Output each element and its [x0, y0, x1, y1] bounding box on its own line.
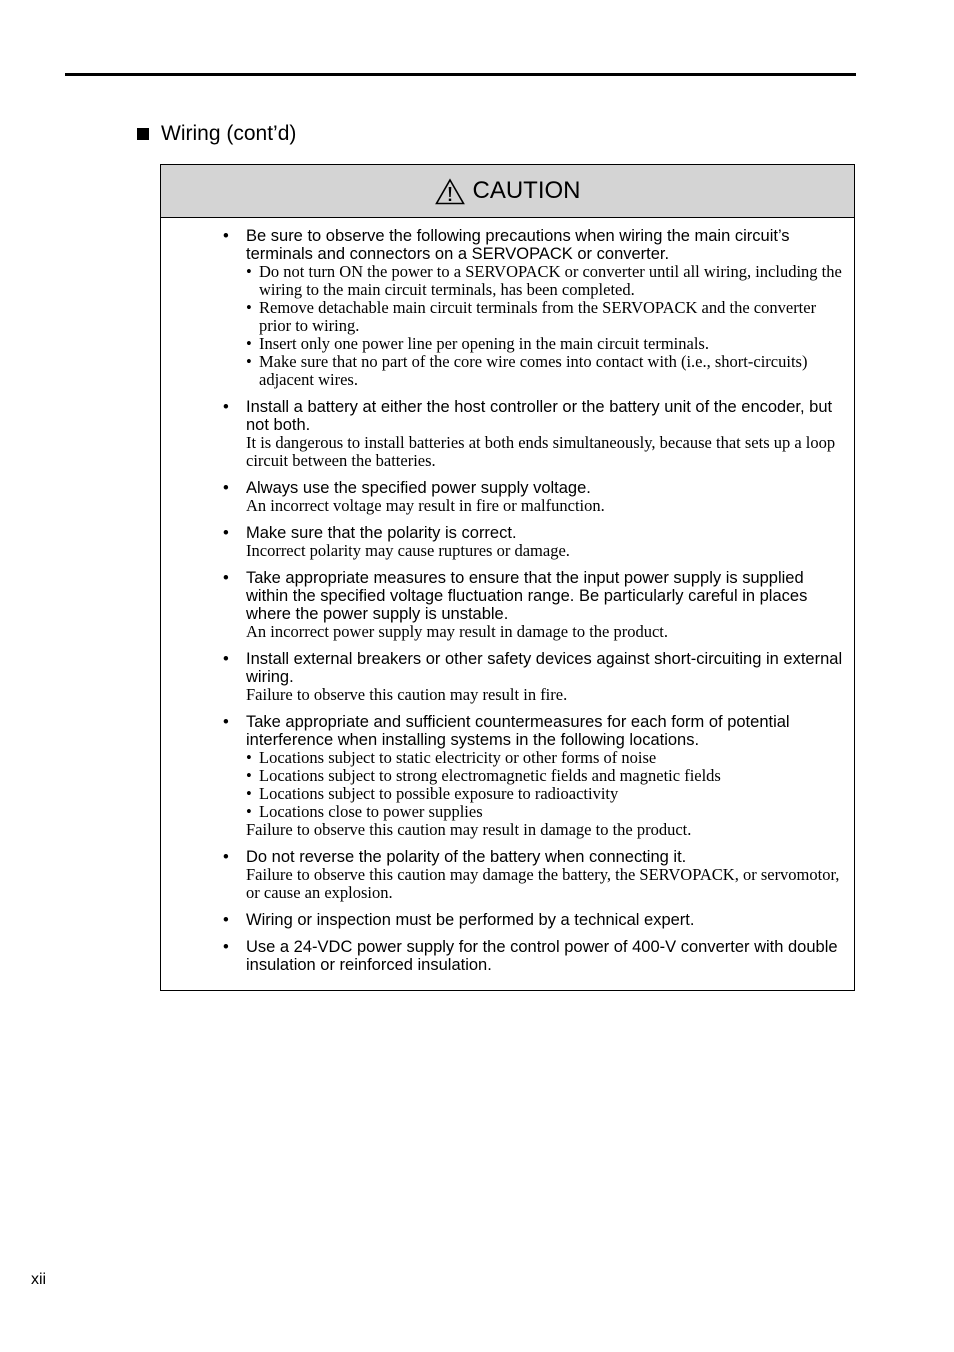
caution-item-main: Install external breakers or other safety devices against short-circuiting in external wiring. — [246, 650, 843, 686]
caution-item-main: Wiring or inspection must be performed by a technical expert. — [246, 911, 695, 929]
caution-item — [223, 227, 845, 389]
bullet-marker: • — [246, 766, 252, 785]
caution-item-main: Make sure that the polarity is correct. — [246, 524, 517, 542]
caution-title: CAUTION — [472, 177, 581, 204]
caution-subitem — [246, 767, 845, 785]
caution-item-main: Do not reverse the polarity of the battery when connecting it. — [246, 848, 687, 866]
caution-item-note: Failure to observe this caution may result in damage to the product. — [246, 820, 692, 839]
caution-item-note: An incorrect power supply may result in damage to the product. — [246, 622, 669, 641]
caution-subitem-text: Locations subject to static electricity or other forms of noise — [259, 748, 657, 767]
section-title: Wiring (cont’d) — [161, 122, 297, 145]
bullet-marker: • — [223, 479, 229, 497]
caution-item-note: Incorrect polarity may cause ruptures or damage. — [246, 541, 570, 560]
caution-subitem — [246, 785, 845, 803]
bullet-marker: • — [223, 650, 229, 668]
caution-subitem-list — [246, 749, 845, 821]
caution-item-main: Install a battery at either the host controller or the battery unit of the encoder, but not both. — [246, 398, 833, 434]
caution-item-main: Take appropriate and sufficient countermeasures for each form of potential interference when installing systems in the following locations. — [246, 713, 790, 749]
bullet-marker: • — [246, 298, 252, 317]
bullet-marker: • — [223, 227, 229, 245]
caution-item — [223, 479, 845, 515]
bullet-marker: • — [246, 802, 252, 821]
bullet-marker: • — [246, 352, 252, 371]
bullet-marker: • — [223, 524, 229, 542]
caution-item — [223, 650, 845, 704]
caution-subitem-text: Make sure that no part of the core wire comes into contact with (i.e., short-circuits) adjacent wires. — [259, 352, 808, 389]
bullet-marker: • — [223, 848, 229, 866]
page-number: xii — [31, 1271, 47, 1288]
caution-item-note: Failure to observe this caution may damage the battery, the SERVOPACK, or servomotor, or cause an explosion. — [246, 865, 840, 902]
bullet-marker: • — [223, 938, 229, 956]
caution-subitem — [246, 263, 845, 299]
warning-triangle-icon — [435, 178, 465, 205]
bullet-marker: • — [246, 784, 252, 803]
caution-subitem-text: Do not turn ON the power to a SERVOPACK or converter until all wiring, including the wiring to the main circuit terminals, has been completed. — [259, 262, 842, 299]
caution-subitem-list — [246, 263, 845, 389]
caution-item-note: It is dangerous to install batteries at both ends simultaneously, because that sets up a loop circuit between the batteries. — [246, 433, 836, 470]
caution-subitem-text: Remove detachable main circuit terminals from the SERVOPACK and the converter prior to wiring. — [259, 298, 817, 335]
caution-item-main: Use a 24-VDC power supply for the control power of 400-V converter with double insulation or reinforced insulation. — [246, 938, 838, 974]
caution-item-main: Take appropriate measures to ensure that the input power supply is supplied within the specified voltage fluctuation range. Be particularly careful in places where the power supply is unstable. — [246, 569, 808, 623]
bullet-marker: • — [223, 569, 229, 587]
caution-subitem — [246, 803, 845, 821]
caution-item — [223, 911, 845, 929]
bullet-marker: • — [223, 398, 229, 416]
caution-item-note: Failure to observe this caution may result in fire. — [246, 685, 568, 704]
caution-item-main: Be sure to observe the following precautions when wiring the main circuit’s terminals and connectors on a SERVOPACK or converter. — [246, 227, 790, 263]
caution-subitem — [246, 299, 845, 335]
caution-item-note: An incorrect voltage may result in fire or malfunction. — [246, 496, 605, 515]
caution-item — [223, 569, 845, 641]
caution-list — [223, 227, 845, 983]
caution-subitem — [246, 749, 845, 767]
bullet-marker: • — [246, 262, 252, 281]
caution-subitem — [246, 335, 845, 353]
caution-box — [160, 164, 855, 991]
square-bullet-icon — [137, 128, 149, 140]
caution-item — [223, 938, 845, 974]
caution-subitem-text: Insert only one power line per opening in the main circuit terminals. — [259, 334, 709, 353]
bullet-marker: • — [246, 748, 252, 767]
caution-header — [161, 165, 854, 218]
section-heading — [137, 122, 296, 146]
caution-item — [223, 848, 845, 902]
bullet-marker: • — [223, 911, 229, 929]
bullet-marker: • — [246, 334, 252, 353]
caution-item — [223, 713, 845, 839]
caution-item — [223, 398, 845, 470]
caution-subitem-text: Locations subject to possible exposure to radioactivity — [259, 784, 619, 803]
caution-subitem-text: Locations close to power supplies — [259, 802, 483, 821]
caution-item — [223, 524, 845, 560]
caution-subitem-text: Locations subject to strong electromagnetic fields and magnetic fields — [259, 766, 721, 785]
bullet-marker: • — [223, 713, 229, 731]
caution-subitem — [246, 353, 845, 389]
caution-item-main: Always use the specified power supply voltage. — [246, 479, 591, 497]
top-rule — [65, 73, 856, 76]
